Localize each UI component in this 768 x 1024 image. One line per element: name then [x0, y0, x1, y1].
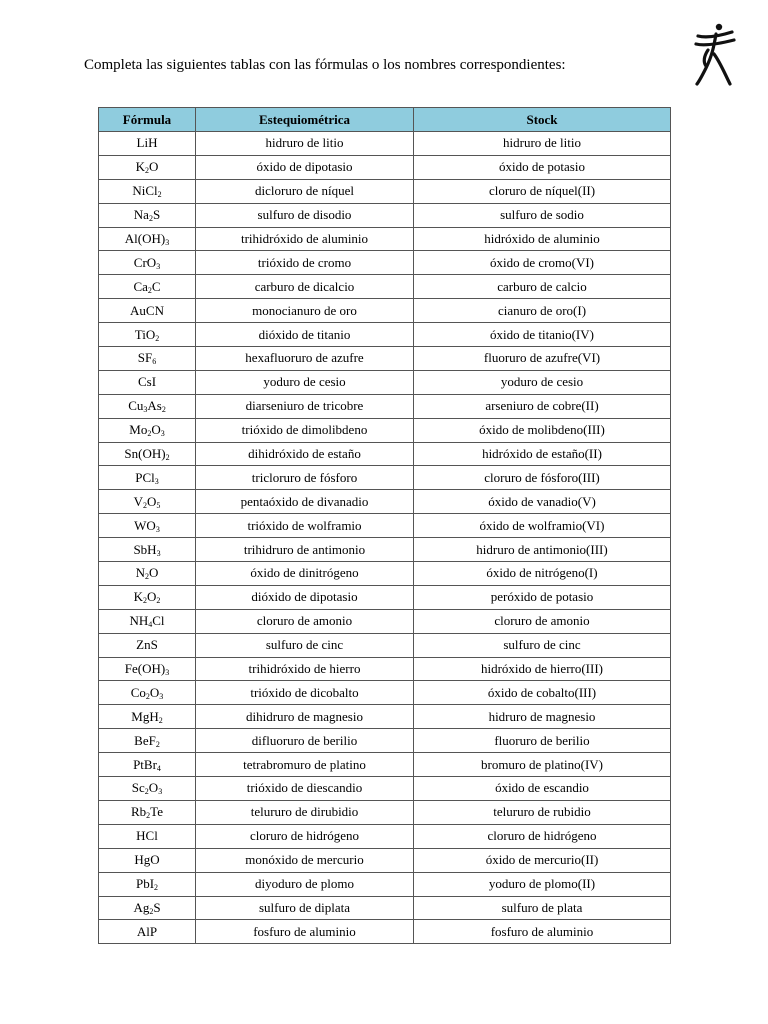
- formula-symbol: ZnS: [136, 637, 158, 653]
- table-row: [99, 275, 671, 299]
- formula-symbol: Fe(OH): [124, 661, 166, 677]
- formula-cell: [99, 705, 196, 729]
- stock-cell: hidróxido de hierro(III): [414, 657, 671, 681]
- formula-symbol: WO: [134, 517, 156, 533]
- stock-cell: óxido de potasio: [414, 155, 671, 179]
- stock-cell: fluoruro de berilio: [414, 729, 671, 753]
- estequiometrica-cell: trihidróxido de hierro: [196, 657, 414, 681]
- formula-subscript: 2: [145, 572, 149, 582]
- formula-cell: [99, 538, 196, 562]
- stock-cell: hidruro de litio: [414, 132, 671, 156]
- formula-symbol: NH: [129, 613, 149, 629]
- formulas-table: [98, 107, 671, 944]
- table-row: [99, 538, 671, 562]
- formula-subscript: 5: [156, 500, 161, 510]
- stock-cell: arseniuro de cobre(II): [414, 394, 671, 418]
- formula-subscript: 3: [154, 476, 159, 486]
- table-row: [99, 490, 671, 514]
- stock-cell: cloruro de fósforo(III): [414, 466, 671, 490]
- formula-subscript: 3: [156, 548, 161, 558]
- table-row: [99, 896, 671, 920]
- table-row: [99, 777, 671, 801]
- stock-cell: óxido de vanadio(V): [414, 490, 671, 514]
- formula-symbol: MgH: [131, 708, 159, 724]
- formula-subscript: 2: [148, 214, 153, 224]
- table-row: [99, 203, 671, 227]
- stock-cell: cloruro de níquel(II): [414, 179, 671, 203]
- formula-subscript: 3: [155, 524, 160, 534]
- formula-cell: [99, 251, 196, 275]
- estequiometrica-cell: carburo de dicalcio: [196, 275, 414, 299]
- formula-cell: [99, 585, 196, 609]
- formula-subscript: 2: [144, 787, 149, 797]
- estequiometrica-cell: dihidruro de magnesio: [196, 705, 414, 729]
- estequiometrica-cell: trihidróxido de aluminio: [196, 227, 414, 251]
- stock-cell: peróxido de potasio: [414, 585, 671, 609]
- estequiometrica-cell: trióxido de wolframio: [196, 514, 414, 538]
- table-row: [99, 681, 671, 705]
- estequiometrica-cell: trióxido de diescandio: [196, 777, 414, 801]
- formula-subscript: 3: [165, 668, 170, 678]
- estequiometrica-cell: monocianuro de oro: [196, 299, 414, 323]
- table-row: [99, 753, 671, 777]
- stock-cell: óxido de cobalto(III): [414, 681, 671, 705]
- table-row: [99, 585, 671, 609]
- stock-cell: óxido de mercurio(II): [414, 848, 671, 872]
- header-stock: Stock: [414, 108, 671, 132]
- formula-subscript: 2: [145, 691, 150, 701]
- table-row: [99, 418, 671, 442]
- formula-cell: [99, 347, 196, 371]
- stock-cell: hidróxido de aluminio: [414, 227, 671, 251]
- estequiometrica-cell: cloruro de amonio: [196, 609, 414, 633]
- table-row: [99, 609, 671, 633]
- formula-cell: [99, 609, 196, 633]
- formula-cell: [99, 514, 196, 538]
- estequiometrica-cell: tricloruro de fósforo: [196, 466, 414, 490]
- table-row: [99, 347, 671, 371]
- formula-symbol: SF: [137, 350, 153, 366]
- table-row: [99, 155, 671, 179]
- stock-cell: óxido de nitrógeno(I): [414, 562, 671, 586]
- table-body: [99, 132, 671, 944]
- stock-cell: sulfuro de sodio: [414, 203, 671, 227]
- stock-cell: sulfuro de plata: [414, 896, 671, 920]
- table-row: [99, 705, 671, 729]
- table-row: [99, 800, 671, 824]
- formula-subscript: 4: [148, 620, 153, 630]
- stock-cell: yoduro de cesio: [414, 370, 671, 394]
- estequiometrica-cell: pentaóxido de divanadio: [196, 490, 414, 514]
- estequiometrica-cell: óxido de dinitrógeno: [196, 562, 414, 586]
- estequiometrica-cell: sulfuro de cinc: [196, 633, 414, 657]
- estequiometrica-cell: trihidruro de antimonio: [196, 538, 414, 562]
- formula-symbol: Ag: [133, 899, 150, 915]
- estequiometrica-cell: óxido de dipotasio: [196, 155, 414, 179]
- stock-cell: cloruro de amonio: [414, 609, 671, 633]
- formula-symbol: S: [152, 207, 161, 223]
- formula-symbol: Na: [133, 207, 149, 223]
- formula-symbol: Te: [150, 804, 163, 820]
- formula-symbol: PCl: [135, 469, 155, 485]
- formula-symbol: V: [133, 493, 143, 509]
- formula-subscript: 2: [143, 596, 147, 606]
- estequiometrica-cell: dihidróxido de estaño: [196, 442, 414, 466]
- stock-cell: fosfuro de aluminio: [414, 920, 671, 944]
- estequiometrica-cell: dióxido de titanio: [196, 323, 414, 347]
- formula-symbol: As: [147, 398, 162, 414]
- formula-symbol: BeF: [134, 732, 156, 748]
- table-row: [99, 824, 671, 848]
- formula-subscript: 2: [155, 333, 160, 343]
- formula-symbol: Co: [130, 684, 146, 700]
- formula-subscript: 3: [165, 238, 170, 247]
- stock-cell: telururo de rubidio: [414, 800, 671, 824]
- formula-symbol: Cl: [152, 613, 165, 629]
- stock-cell: fluoruro de azufre(VI): [414, 347, 671, 371]
- formula-subscript: 2: [154, 883, 159, 893]
- estequiometrica-cell: hexafluoruro de azufre: [196, 347, 414, 371]
- formula-cell: [99, 155, 196, 179]
- stock-cell: óxido de molibdeno(III): [414, 418, 671, 442]
- formula-symbol: HgO: [134, 852, 160, 868]
- estequiometrica-cell: trióxido de dicobalto: [196, 681, 414, 705]
- formula-symbol: Sn(OH): [124, 446, 166, 462]
- stock-cell: óxido de titanio(IV): [414, 323, 671, 347]
- table-row: [99, 729, 671, 753]
- formula-symbol: HCl: [136, 828, 158, 844]
- formula-cell: [99, 681, 196, 705]
- estequiometrica-cell: fosfuro de aluminio: [196, 920, 414, 944]
- estequiometrica-cell: dióxido de dipotasio: [196, 585, 414, 609]
- formula-symbol: AlP: [136, 923, 158, 939]
- stock-cell: óxido de wolframio(VI): [414, 514, 671, 538]
- formula-symbol: Mo: [129, 422, 148, 438]
- stock-cell: cianuro de oro(I): [414, 299, 671, 323]
- table-row: [99, 920, 671, 944]
- stock-cell: yoduro de plomo(II): [414, 872, 671, 896]
- formula-cell: [99, 729, 196, 753]
- formula-symbol: O: [147, 493, 157, 509]
- formula-symbol: CrO: [133, 254, 157, 270]
- formula-cell: [99, 657, 196, 681]
- estequiometrica-cell: trióxido de dimolibdeno: [196, 418, 414, 442]
- formula-cell: [99, 848, 196, 872]
- estequiometrica-cell: telururo de dirubidio: [196, 800, 414, 824]
- formula-subscript: 2: [147, 429, 152, 439]
- formula-symbol: N: [135, 565, 145, 581]
- formula-symbol: C: [151, 278, 161, 294]
- formula-symbol: O: [147, 589, 157, 605]
- formula-cell: [99, 323, 196, 347]
- formula-symbol: PbI: [135, 876, 155, 892]
- formula-subscript: 2: [143, 500, 147, 510]
- instruction-text: Completa las siguientes tablas con las fórmulas o los nombres correspondientes:: [84, 57, 566, 73]
- stock-cell: óxido de escandio: [414, 777, 671, 801]
- formula-cell: [99, 872, 196, 896]
- estequiometrica-cell: difluoruro de berilio: [196, 729, 414, 753]
- formula-cell: [99, 442, 196, 466]
- formula-cell: [99, 490, 196, 514]
- formula-cell: [99, 777, 196, 801]
- stock-cell: hidróxido de estaño(II): [414, 442, 671, 466]
- formula-subscript: 2: [146, 811, 151, 821]
- table-row: [99, 323, 671, 347]
- stock-cell: bromuro de platino(IV): [414, 753, 671, 777]
- formula-symbol: O: [149, 565, 159, 581]
- table-row: [99, 633, 671, 657]
- estequiometrica-cell: sulfuro de disodio: [196, 203, 414, 227]
- formula-subscript: 3: [156, 261, 161, 271]
- formula-cell: [99, 203, 196, 227]
- formula-subscript: 2: [145, 166, 149, 176]
- formula-cell: [99, 824, 196, 848]
- table-row: [99, 227, 671, 251]
- formula-subscript: 2: [158, 715, 163, 725]
- table-row: [99, 132, 671, 156]
- formula-subscript: 2: [156, 596, 161, 606]
- stock-cell: óxido de cromo(VI): [414, 251, 671, 275]
- formula-symbol: O: [149, 159, 159, 175]
- formula-symbol: CsI: [137, 374, 157, 390]
- formula-symbol: AuCN: [130, 302, 164, 318]
- formula-symbol: Rb: [131, 804, 147, 820]
- table-row: [99, 657, 671, 681]
- formula-symbol: O: [148, 780, 159, 796]
- formula-symbol: K: [133, 589, 143, 605]
- formula-symbol: Al(OH): [124, 231, 166, 246]
- formula-symbol: Ca: [133, 278, 148, 294]
- formula-subscript: 2: [165, 453, 170, 463]
- stock-cell: carburo de calcio: [414, 275, 671, 299]
- formula-symbol: K: [135, 159, 145, 175]
- formula-cell: [99, 896, 196, 920]
- estequiometrica-cell: diyoduro de plomo: [196, 872, 414, 896]
- formula-subscript: 6: [152, 357, 157, 367]
- estequiometrica-cell: dicloruro de níquel: [196, 179, 414, 203]
- table-row: [99, 848, 671, 872]
- formula-cell: [99, 633, 196, 657]
- stock-cell: sulfuro de cinc: [414, 633, 671, 657]
- formula-symbol: O: [151, 422, 161, 438]
- estequiometrica-cell: hidruro de litio: [196, 132, 414, 156]
- formula-subscript: 2: [155, 739, 160, 749]
- formula-cell: [99, 394, 196, 418]
- table-row: [99, 394, 671, 418]
- header-estequiometrica: Estequiométrica: [196, 108, 414, 132]
- table-row: [99, 299, 671, 323]
- formula-subscript: 3: [160, 429, 165, 439]
- formula-symbol: Sc: [131, 780, 145, 796]
- header-formula: Fórmula: [99, 108, 196, 132]
- formula-cell: [99, 275, 196, 299]
- table-header-row: [99, 108, 671, 132]
- formula-symbol: S: [153, 899, 161, 915]
- table-row: [99, 179, 671, 203]
- estequiometrica-cell: trióxido de cromo: [196, 251, 414, 275]
- stock-cell: hidruro de magnesio: [414, 705, 671, 729]
- estequiometrica-cell: sulfuro de diplata: [196, 896, 414, 920]
- formula-cell: [99, 466, 196, 490]
- formula-cell: [99, 299, 196, 323]
- table-row: [99, 562, 671, 586]
- stock-cell: cloruro de hidrógeno: [414, 824, 671, 848]
- formula-symbol: NiCl: [132, 183, 158, 199]
- formula-symbol: LiH: [136, 135, 158, 151]
- formula-subscript: 3: [159, 691, 164, 701]
- table-row: [99, 251, 671, 275]
- formula-cell: [99, 562, 196, 586]
- table-row: [99, 442, 671, 466]
- table-row: [99, 872, 671, 896]
- table-row: [99, 514, 671, 538]
- table-row: [99, 370, 671, 394]
- formula-subscript: 2: [157, 190, 162, 200]
- formula-subscript: 3: [158, 787, 163, 797]
- formula-symbol: SbH: [133, 541, 157, 557]
- formula-cell: [99, 179, 196, 203]
- formula-cell: [99, 132, 196, 156]
- table-row: [99, 466, 671, 490]
- estequiometrica-cell: cloruro de hidrógeno: [196, 824, 414, 848]
- formula-cell: [99, 800, 196, 824]
- estequiometrica-cell: yoduro de cesio: [196, 370, 414, 394]
- stick-figure-logo-icon: [692, 22, 738, 86]
- formula-subscript: 2: [147, 285, 152, 295]
- formula-cell: [99, 227, 196, 251]
- formula-symbol: O: [149, 684, 160, 700]
- formula-subscript: 4: [156, 763, 161, 773]
- formula-symbol: TiO: [134, 326, 156, 342]
- formula-cell: [99, 753, 196, 777]
- formula-symbol: PtBr: [133, 756, 157, 772]
- stock-cell: hidruro de antimonio(III): [414, 538, 671, 562]
- estequiometrica-cell: monóxido de mercurio: [196, 848, 414, 872]
- formula-subscript: 3: [143, 405, 148, 415]
- formula-symbol: Cu: [128, 398, 144, 414]
- formula-cell: [99, 418, 196, 442]
- formula-cell: [99, 370, 196, 394]
- formula-subscript: 2: [149, 906, 154, 916]
- formula-cell: [99, 920, 196, 944]
- estequiometrica-cell: diarseniuro de tricobre: [196, 394, 414, 418]
- estequiometrica-cell: tetrabromuro de platino: [196, 753, 414, 777]
- formula-subscript: 2: [161, 405, 166, 415]
